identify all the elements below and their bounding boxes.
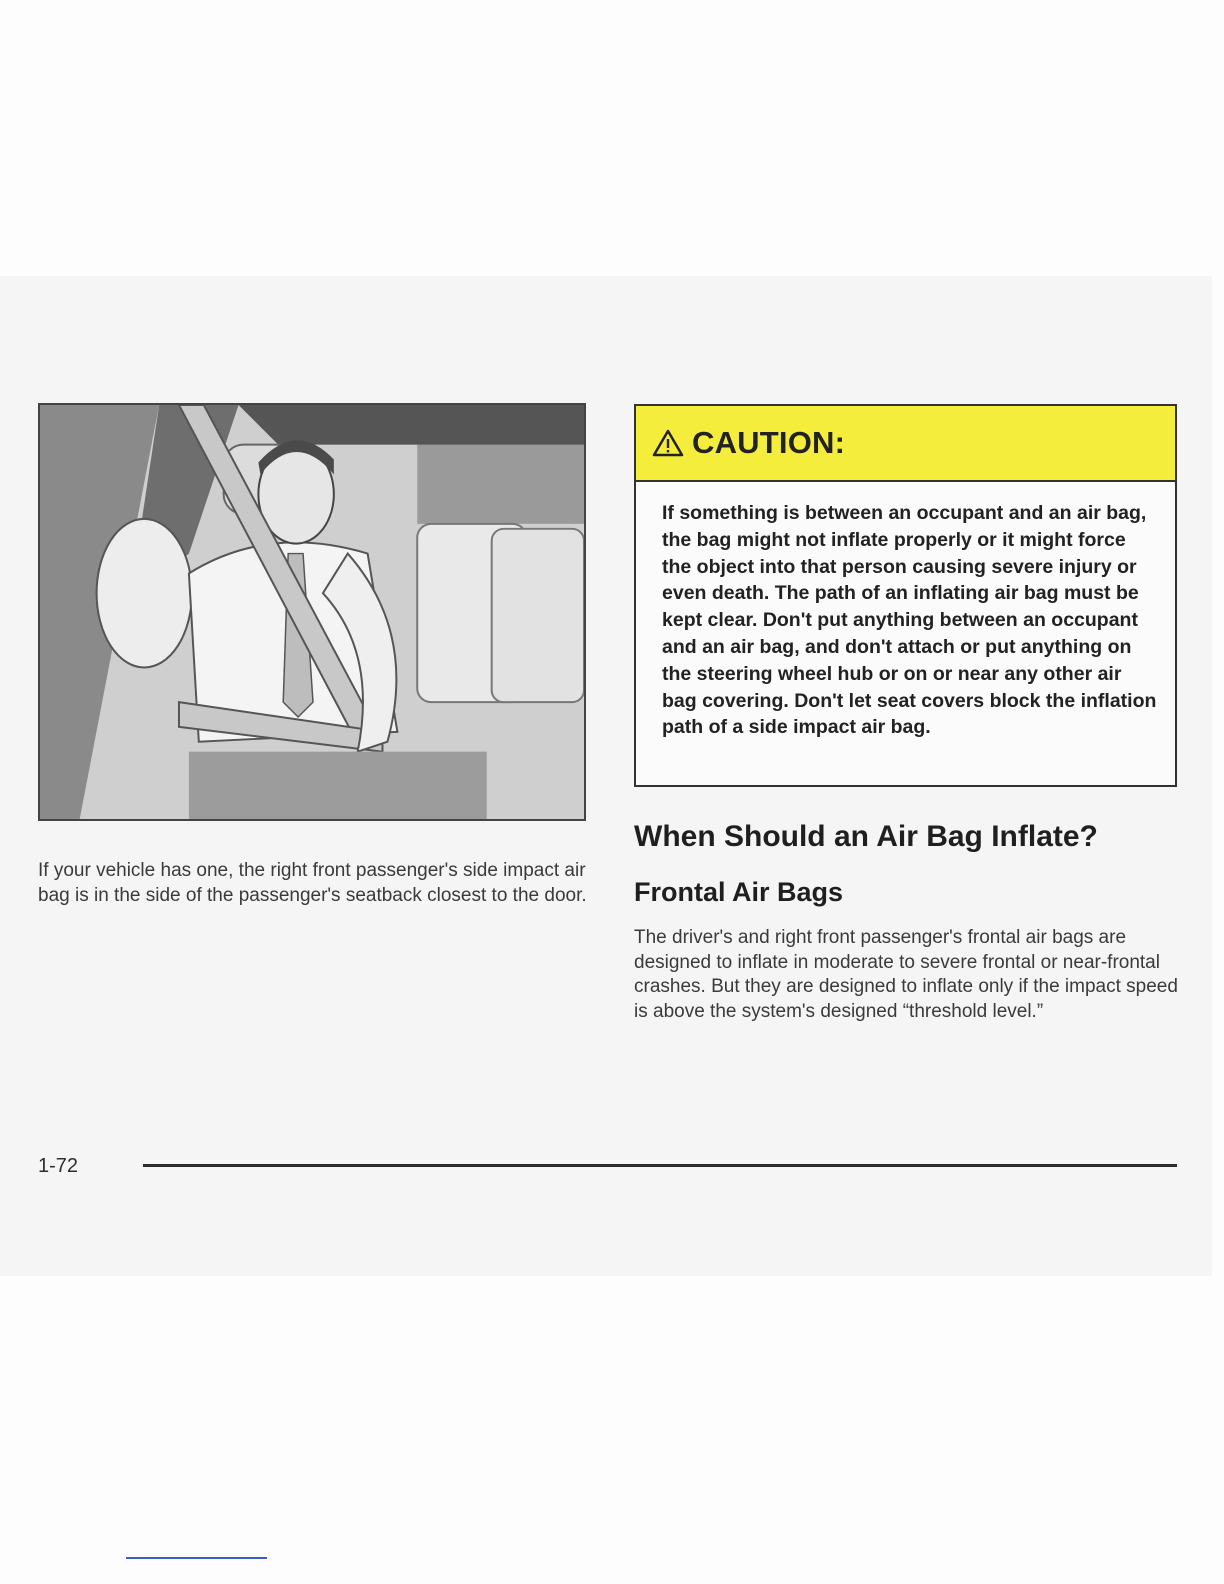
page-number: 1-72 [38, 1155, 79, 1177]
caution-box [634, 404, 1177, 787]
section-body: The driver's and right front passenger's frontal air bags are designed to inflate in moderate to severe frontal or near-frontal crashes. But they are designed to inflate only if the impact speed is above the system's designed “threshold level.” [634, 927, 1178, 1022]
footer-rule [143, 1164, 1177, 1167]
caution-text: If something is between an occupant and an air bag, the bag might not inflate properly or it might force the object into that person causing severe injury or even death. The path of an inflating air bag must be kept clear. Don't put anything between an occupant and an air bag, and don't attach or put anything on the steering wheel hub or on or near any other air bag covering. Don't let seat covers block the inflation path of a side impact air bag. [662, 502, 1157, 739]
caution-header [636, 406, 1175, 482]
seatbelt-airbag-illustration [38, 403, 586, 821]
bottom-link-underline [126, 1557, 267, 1559]
caution-title: CAUTION: [692, 425, 846, 460]
illustration-caption: If your vehicle has one, the right front passenger's side impact air bag is in the side of the passenger's seatback closest to the door. [38, 860, 587, 906]
section-subheading: Frontal Air Bags [634, 877, 844, 907]
illustration-drawing [40, 405, 584, 819]
warning-triangle-icon [652, 428, 684, 458]
section-heading: When Should an Air Bag Inflate? [634, 820, 1098, 853]
